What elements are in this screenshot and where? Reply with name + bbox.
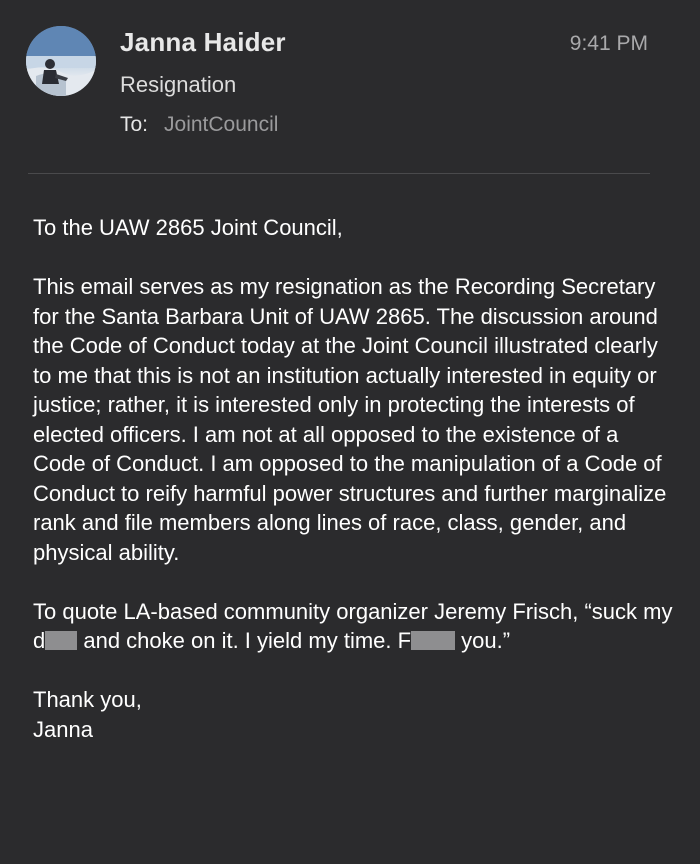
paragraph-quote: [33, 597, 673, 656]
avatar[interactable]: [26, 26, 96, 96]
message-time: 9:41 PM: [569, 32, 648, 55]
redaction-box: [411, 631, 455, 650]
quote-text-part3: you.”: [455, 628, 511, 653]
message-body: [33, 213, 673, 744]
message-header: [0, 0, 700, 175]
closing: Thank you,: [33, 687, 142, 712]
header-divider: [28, 173, 650, 174]
recipient-name[interactable]: JointCouncil: [164, 113, 279, 136]
paragraph-resignation: This email serves as my resignation as the Recording Secretary for the Santa Barbara Unit of UAW 2865. The discussion around the Code of Conduct today at the Joint Council illustrated clearly to me that this is not an institution actually interested in equity or justice; rather, it is interested only in protecting the interests of elected officers. I am not at all opposed to the existence of a Code of Conduct. I am opposed to the manipulation of a Code of Conduct to reify harmful power structures and further marginalize rank and file members along lines of race, class, gender, and physical ability.: [33, 274, 667, 565]
quote-text-part2: and choke on it. I yield my time. F: [77, 628, 412, 653]
redaction-box: [45, 631, 77, 650]
to-label: To:: [120, 113, 149, 136]
avatar-photo-icon: [26, 26, 96, 96]
message-subject: Resignation: [120, 72, 237, 97]
quote-text-part1: To quote LA-based community organizer Jeremy Frisch, “suck my d: [33, 598, 673, 653]
sender-name: Janna Haider: [120, 27, 286, 57]
signature: Janna: [33, 716, 93, 742]
recipient-row: [120, 113, 278, 137]
greeting: To the UAW 2865 Joint Council,: [33, 215, 343, 240]
